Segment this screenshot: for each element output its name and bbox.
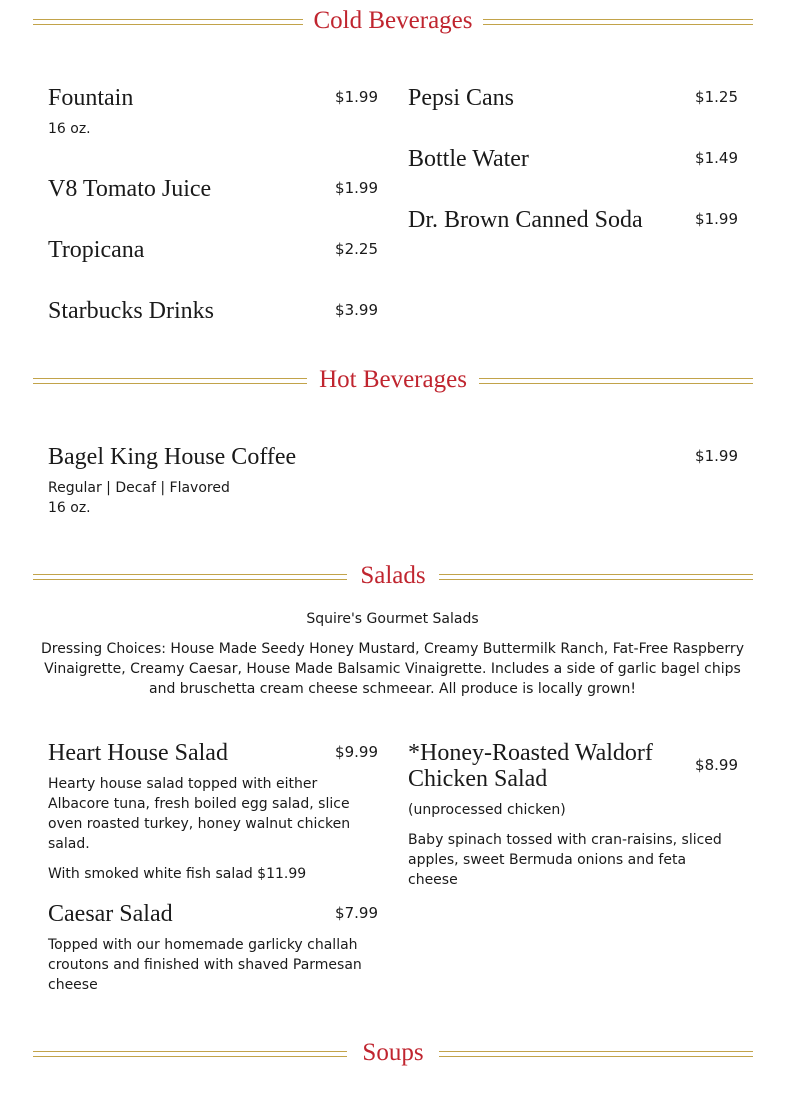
section-header-salads: [33, 556, 753, 596]
item-description: Baby spinach tossed with cran-raisins, sliced apples, sweet Bermuda onions and feta cheese: [408, 832, 722, 888]
item-description: Hearty house salad topped with either Albacore tuna, fresh boiled egg salad, slice oven roasted turkey, honey walnut chicken salad.: [48, 776, 351, 852]
item-note: (unprocessed chicken): [408, 802, 566, 818]
item-price: $1.25: [695, 88, 738, 106]
item-name: *Honey-Roasted Waldorf Chicken Salad: [408, 740, 653, 792]
section-title: Soups: [362, 1039, 424, 1066]
item-price: $9.99: [335, 743, 378, 761]
item-price: $1.99: [335, 179, 378, 197]
item-price: $2.25: [335, 240, 378, 258]
item-size: 16 oz.: [48, 500, 91, 516]
menu-item-dr-brown-canned-soda: [408, 207, 738, 233]
menu-item-bottle-water: [408, 146, 738, 172]
item-price: $3.99: [335, 301, 378, 319]
item-name: Dr. Brown Canned Soda: [408, 207, 643, 233]
item-option: With smoked white fish salad $11.99: [48, 866, 307, 882]
section-title: Salads: [360, 562, 426, 589]
menu-item-pepsi-cans: [408, 85, 738, 111]
salads-dressing-info: Dressing Choices: House Made Seedy Honey Mustard, Creamy Buttermilk Ranch, Fat-Free Raspberry Vinaigrette, Creamy Caesar, House Made Balsamic Vinaigrette. Includes a side of garlic bagel chips and bruschetta cream cheese schmeear. All produce is locally grown!: [41, 641, 744, 697]
menu-item-bagel-king-house-coffee: [48, 444, 738, 518]
item-description: 16 oz.: [48, 121, 91, 137]
menu-item-heart-house-salad: [48, 740, 378, 884]
item-description: Regular | Decaf | Flavored: [48, 480, 230, 496]
menu-item-v8-tomato-juice: [48, 176, 378, 202]
item-price: $7.99: [335, 904, 378, 922]
salads-subtitle: Squire's Gourmet Salads: [306, 611, 479, 627]
menu-item-honey-roasted-waldorf-chicken-salad: [408, 740, 738, 890]
item-price: $8.99: [695, 756, 738, 774]
menu-item-fountain: [48, 85, 378, 139]
item-name: Starbucks Drinks: [48, 298, 214, 324]
item-name: Heart House Salad: [48, 740, 228, 766]
menu-item-tropicana: [48, 237, 378, 263]
item-name: Fountain: [48, 85, 134, 111]
item-name: Bottle Water: [408, 146, 529, 172]
menu-item-caesar-salad: [48, 901, 378, 995]
section-header-cold-beverages: [33, 1, 753, 41]
menu-item-starbucks-drinks: [48, 298, 378, 324]
item-price: $1.99: [695, 447, 738, 465]
section-title: Hot Beverages: [319, 366, 467, 393]
section-header-hot-beverages: [33, 360, 753, 400]
item-description: Topped with our homemade garlicky challah croutons and finished with shaved Parmesan cheese: [48, 937, 362, 993]
item-price: $1.99: [335, 88, 378, 106]
item-name: Tropicana: [48, 237, 145, 263]
item-name: V8 Tomato Juice: [48, 176, 212, 202]
item-name: Bagel King House Coffee: [48, 444, 297, 470]
item-name: Caesar Salad: [48, 901, 173, 927]
item-name: Pepsi Cans: [408, 85, 515, 111]
section-title: Cold Beverages: [313, 7, 473, 34]
section-header-soups: [33, 1033, 753, 1073]
item-price: $1.49: [695, 149, 738, 167]
item-price: $1.99: [695, 210, 738, 228]
